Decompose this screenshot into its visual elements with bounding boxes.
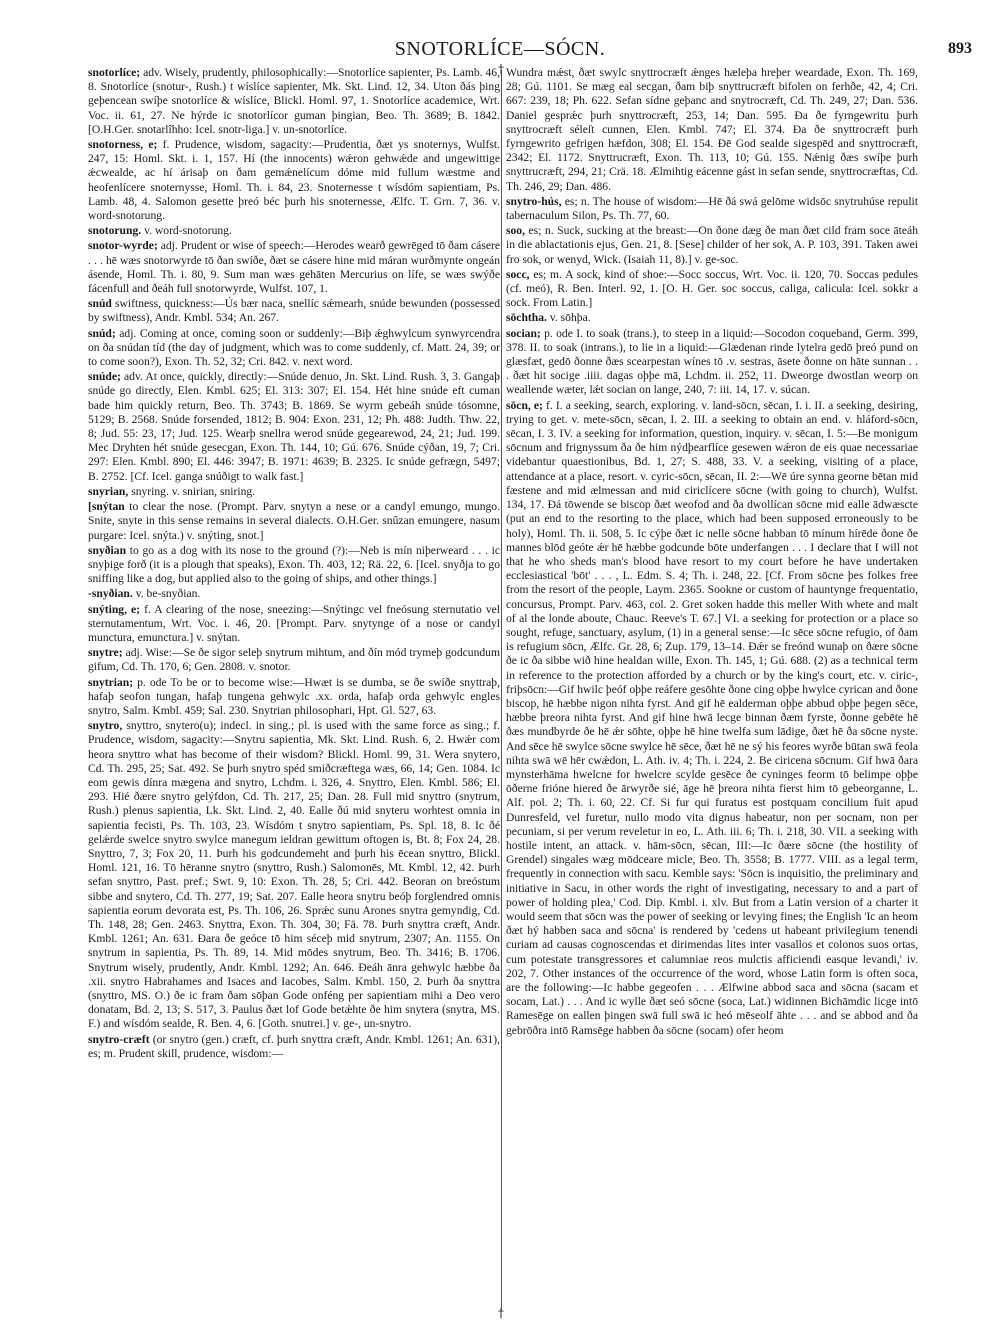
entry-headword: -snyðian. — [88, 587, 133, 601]
entry-headword: [snýtan — [88, 500, 125, 514]
entry-definition: v. be-snyðian. — [135, 587, 201, 601]
dictionary-entry — [88, 485, 500, 499]
right-column — [506, 66, 918, 1316]
entry-definition: adv. Wisely, prudently, philosophically:—Snotorlíce sapienter, Ps. Lamb. 46, 8. Snotorlíce (snotur-, Rush.) t wíslíce sapienter, Mk. Skt. Lind. 12, 34. Uton ðás þing geþencean swíþe snotorlíce & wíslíce, Blickl. Homl. 97, 1. Snotorlíce academice, Wrt. Voc. ii. 61, 27. Ne hýrde ic snotorlícor guman þingian, Beo. Th. 3689; B. 1842. [O.H.Ger. snotarlîhho: Icel. snotr-liga.] v. un-snotorlíce. — [88, 66, 500, 136]
entry-headword: snotorlíce; — [88, 66, 141, 79]
dictionary-entry — [506, 268, 918, 311]
entry-headword: snýting, e; — [88, 602, 141, 616]
entry-headword: sōcn, e; — [506, 398, 543, 412]
dictionary-entry — [88, 676, 500, 719]
entry-headword: snotor-wyrde; — [88, 239, 158, 253]
dictionary-entry — [88, 646, 500, 674]
dictionary-entry — [506, 66, 918, 194]
entry-definition: es; n. Suck, sucking at the breast:—On ðone dæg ðe man ðæt cild fram soce āteáh in die ablactationis ejus, Gen. 21, 8. [Sese] childer of her sok, A. P. 103, 391. Taken awei fro sok, or wenyd, Wick. (Isaiah 11, 8).] v. ge-soc. — [506, 224, 918, 266]
dictionary-entry — [88, 603, 500, 646]
entry-definition: Wundra mǽst, ðæt swylc snyttrocræft ǽnges hæleþa hreþer weardade, Exon. Th. 169, 28; Gú. 1101. Se mæg eal secgan, ðam biþ snyttrucræft bifolen on ferhðe, 42, 4; Cri. 667: 239, 18; Ph. 622. Sefan sídne geþanc and snytrocræft, Cd. Th. 249, 27; Dan. 536. Daniel gesprǽc þurh snyttrocræft, 253, 14; Dan. 595. Ða ðe fyrngewritu þurh snyttrocræft séleſt cunnen, Elen. Kmbl. 747; El. 374. Ða ðe snyttrocræft þurh fyrngewrito gefrigen hæfdon, 308; El. 154. Ðē God sealde sigespēd and snyttrocræft, 2342; El. 1172. Snyttrucræft, Exon. Th. 113, 10; Gú. 155. Nǽnig ðæs swíþe þurh snyttrucræft, 294, 21; Crä. 18. Ælmihtig eácenne gást in sefan sende, snyttrocræftas, Cd. Th. 246, 29; Dan. 486. — [506, 66, 918, 193]
entry-headword: snúd — [88, 297, 112, 311]
entry-headword: snytro-cræft — [88, 1032, 150, 1046]
entry-definition: v. word-snotorung. — [144, 224, 232, 238]
entry-definition: snyttro, snytero(u); indecl. in sing.; pl. is used with the same force as sing.; f. Prudence, wisdom, sagacity:—Snytru sapientia, Mk. Skt. Lind. Rush. 6, 2. Hwǽr com heora snyttro what has become of their wisdom? Blickl. Homl. 99, 31. Wera snytero, Cd. Th. 295, 25; Sat. 492. Se þurh snytro spéd smiðcræftega wæs, 66, 14; Gen. 1084. Ic eom gewis dínra mægena and snytro, Lchdm. i. 326, 4. Snyttro, Elen. Kmbl. 586; El. 293. Hié ðære snytro gelýfdon, Cd. Th. 217, 25; Dan. 28. Full mid snyttro (snytrum, Rush.) plenus sapientia, Lk. Skt. Lind. 2, 40. Ealle ðú mid snyteru worhtest omnia in sapientia fecisti, Ps. Th. 103, 23. Wísdóm t snytro sapientiam, Ps. Spl. 18, 8. Ic ðé gelǽrde swelce snytro swylce manegum ieldran gewittum oftogen is, Bt. 8; Fox 24, 28. Snyttro, 7, 3; Fox 20, 11. Þurh his godcundemeht and þurh his ēcean snyttro, Blickl. Homl. 121, 16. Tō hēranne snytro (snyttro, Rush.) Salomonēs, Mt. Kmbl. 12, 42. Þurh sefan snyttro, Past. pref.; Swt. 9, 10: Exon. Th. 28, 5; Cri. 442. Beoran on breóstum sibbe and snytero, Cd. Th. 277, 19; Sat. 207. Ealle heora snytru beóþ forglendred omnis sapientia eorum devorata est, Ps. Th. 106, 26. Sprǽc sunu Arones snytra gemyndig, Cd. Th. 148, 28; Gen. 2463. Snyttra, Exon. Th. 304, 30; Fä. 78. Þurh snyttra cræft, Andr. Kmbl. 1261; An. 631. Ðara ðe geóce tō him séceþ mid snytrum, 2307; An. 1155. On snytrum in sapientia, Ps. Th. 89, 14. Mid mōdes snytrum, Beo. Th. 3416; B. 1706. Snytrum wisely, prudently, Andr. Kmbl. 1292; An. 646. Ðeáh ānra gehwylc hæbbe ða .xii. snytro Habrahames and Isaces and Iacobes, Salm. Kmbl. 150, 2. Þurh ða snyttra (snyttro, MS. O.) ðe ic fram ðam sōþan Gode onféng per sapientiam mihi a Deo vero donatam, Bd. 2, 13; S. 517, 3. Paulus ðæt lof Gode betǽhte ðe him snytera (snytra, MS. F.) and wísdóm sealde, R. Ben. 4, 6. [Goth. snutrei.] v. ge-, un-snytro. — [88, 719, 500, 1031]
dictionary-entry — [506, 224, 918, 267]
entry-definition: adj. Prudent or wise of speech:—Herodes wearð gewrēged tō ðam cásere . . . hē wæs snotorwyrde tō ðan swíðe, ðæt se cásere hine mid máran wurðmynte ongeán ásende, Homl. Th. i. 80, 9. Sum man wæs gehāten Mercurius on lífe, se wæs swýðe fácenfull and ðeáh full snotorwyrde, Wulfst. 107, 1. — [88, 239, 500, 296]
entry-definition: adv. At once, quickly, directly:—Snúde denuo, Jn. Skt. Lind. Rush. 3, 3. Gangaþ snúde go directly, Elen. Kmbl. 625; El. 313: 307; El. 154. Hét hine snúde eft cuman bade him quickly return, Beo. Th. 3743; B. 1869. Se wyrm gebeáh snúde tósomne, 5129; B. 2568. Snúde forsended, 1812; B. 904: Exon. 231, 12; Ph. 488: Judth. Thw. 22, 8; Jud. 55: 23, 17; Jud. 125. Wearþ snellra werod snúde gegearewod, 24, 21; Jud. 199. Mec Dryhten hét snúde gesecgan, Exon. Th. 144, 10; Gú. 676. Snúde cýðan, 19, 7; Cri. 297: Elen. Kmbl. 890; El. 446: 3947; B. 1971: 4639; B. 2325. Ic snúde gefrægn, 5497; B. 2752. [Cf. Icel. ganga snúðigt to walk fast.] — [88, 370, 500, 483]
dictionary-entry — [88, 297, 500, 325]
entry-headword: snytro-hús, — [506, 194, 562, 208]
dictionary-entry — [88, 138, 500, 223]
entry-headword: socc, — [506, 267, 530, 281]
page-number: 893 — [948, 40, 972, 57]
entry-headword: snyðian — [88, 543, 127, 557]
entry-headword: socian; — [506, 326, 541, 340]
dictionary-entry — [506, 399, 918, 1038]
entry-definition: f. A clearing of the nose, sneezing:—Snýtingc vel fneósung sternutatio vel sternutamentum, Wrt. Voc. i. 46, 20. [Prompt. Parv. snytynge of a nose or candyl munctura, emunctura.] v. snýtan. — [88, 602, 500, 644]
left-column — [88, 66, 500, 1316]
entry-definition: to clear the nose. (Prompt. Parv. snytyn a nese or a candyl emungo, mungo. Snite, snyte in this sense remains in several dialects. O.H.Ger. snûzan emungere, nasum purgare: Icel. snýta.) v. snýting, snot.] — [88, 500, 500, 542]
dictionary-entry — [88, 500, 500, 543]
dictionary-entry — [88, 544, 500, 587]
dictionary-entry — [88, 224, 500, 238]
entry-definition: es; n. The house of wisdom:—Hē ðá swá gelōme widsōc snytruhúse repulit tabernaculum Silon, Ps. Th. 77, 60. — [506, 194, 918, 223]
entry-headword: snytro, — [88, 719, 123, 733]
entry-definition: to go as a dog with its nose to the ground (?):—Neb is mín niþerweard . . . ic snyþige forð (it is a plough that speaks), Exon. Th. 403, 12; Rä. 22, 6. [Icel. snyðja to go sniffing like a dog, but applied also to the going of ships, and other things.] — [88, 543, 500, 586]
entry-headword: snotorung. — [88, 224, 142, 238]
dictionary-entry — [88, 239, 500, 296]
column-ornament-bottom: † — [498, 1306, 504, 1320]
entry-headword: soo, — [506, 224, 526, 238]
entry-headword: snyrian, — [88, 484, 129, 498]
dictionary-entry — [88, 719, 500, 1031]
dictionary-entry — [88, 370, 500, 484]
entry-headword: snytrian; — [88, 675, 134, 689]
entry-headword: sōchtha. — [506, 311, 547, 325]
dictionary-entry — [506, 327, 918, 398]
entry-definition: v. sōhþa. — [549, 311, 591, 325]
entry-definition: p. ode To be or to become wise:—Hwæt is se dumba, se ðe swíðe snyttraþ, hafaþ seofon tungan, hafaþ tungena gehwylc .xx. orda, hafaþ orda gehwylc engles snytro, Salm. Kmbl. 459; Sal. 230. Snytrian philosophari, Hpt. Gl. 527, 63. — [88, 675, 500, 717]
page-running-head: SNOTORLÍCE—SÓCN. — [394, 38, 606, 60]
entry-definition: p. ode I. to soak (trans.), to steep in a liquid:—Socodon coqueband, Germ. 399, 378. II. to soak (intrans.), to lie in a liquid:—Glædenan rinde lytelra gedō þreó pund on glæsfæt, gedō ðonne ðæs scearpestan wínes tō .v. sestras, āsete ðonne on hāte sunnan . . . ðæt hit socige .iiii. dagas oþþe mā, Lchdm. ii. 252, 11. Dweorge dwostlan weorp on weallende wæter, lǽt socian on lange, 240, 7: iii. 14, 17. v. súcan. — [506, 326, 918, 397]
entry-headword: snytre; — [88, 646, 123, 660]
entry-definition: adj. Wise:—Se ðe sigor seleþ snytrum mihtum, and ðín mód trymeþ godcundum gifum, Cd. Th. 170, 6; Gen. 2808. v. snotor. — [88, 646, 500, 674]
entry-definition: swiftness, quickness:—Ús bær naca, snellíc sǽmearh, snúde bewunden (possessed by swiftness), Andr. Kmbl. 534; An. 267. — [88, 297, 500, 325]
entry-definition: adj. Coming at once, coming soon or suddenly:—Biþ ǽghwylcum synwyrcendra on ða snúdan tíd (the day of judgment, which was to come suddenly, cf. Matt. 24, 39; or to come soon?), Exon. Th. 52, 32; Cri. 842. v. next word. — [88, 326, 500, 369]
entry-definition: (or snytro (gen.) cræft, cf. þurh snyttra cræft, Andr. Kmbl. 1261; An. 631), es; m. Prudent skill, prudence, wisdom:— — [88, 1032, 500, 1060]
entry-headword: snúde; — [88, 370, 121, 384]
dictionary-entry — [506, 195, 918, 223]
dictionary-entry — [506, 311, 918, 325]
column-ornament-top: † — [498, 62, 504, 76]
dictionary-entry — [88, 1033, 500, 1061]
entry-headword: snotorness, e; — [88, 138, 158, 152]
entry-definition: f. Prudence, wisdom, sagacity:—Prudentia, ðæt ys snoternys, Wulfst. 247, 15: Homl. Skt. i. 1, 157. Hí (the innocents) wǽron gehwǽde and ungewittige ǽcwealde, ac hí árisaþ on ðam gemǽnelícum dóme mid fullum wæstme and heofenlícere snoternysse, Homl. Th. i. 84, 23. Snoternesse t wísdóm sapientiam, Ps. Lamb. 48, 4. Salomon gesette þreó béc þurh his snoternesse, Ælfc. T. Grn. 7, 36. v. word-snotorung. — [88, 138, 500, 223]
dictionary-entry — [88, 587, 500, 601]
entry-definition: es; m. A sock, kind of shoe:—Socc soccus, Wrt. Voc. ii. 120, 70. Soccas pedules (cf. meó), R. Ben. Interl. 92, 1. [O. H. Ger. soc soccus, caliga, calicula: Icel. sokkr a sock. From Latin.] — [506, 267, 918, 310]
entry-definition: f. I. a seeking, search, exploring. v. land-sōcn, sēcan, I. i. II. a seeking, desiring, trying to get. v. mete-sōcn, sēcan, I. 2. III. a seeking to obtain an end. v. hláford-sōcn, sēcan, I. 3. IV. a seeking for information, question, inquiry. v. sēcan, I. 5:—Be monigum sōcnum and frignyssum ða ðe him nýdþearflíce gesewen wǽron de eis quae necessariae videbantur quaestionibus, Bd. 1, 27; S. 488, 33. V. a seeking, visiting of a place, attendance at a place, resort. v. cyric-sōcn, sēcan, II. 2:—Wē úre synna georne bētan mid fæstene and mid ælmessan and mid ciriclícere sōcne (with going to church), Wulfst. 134, 17. Ðá tōwende se biscop ðæt weofod and ða dwollícan sōcne mid ealle ādwæscte (put an end to the resorting to the place, which had been supposed erroneously to be holy), Homl. Th. ii. 508, 5. Ic cýþe ðæt ic nelle sōcne habban tō mínum hírēde ðone ðe mannes blōd geóte ǽr hē hæbbe godcunde bōte underfangen . . . I declare that I will not that he who sheds man's blood have resort to my court before he have undertaken ecclesiastical 'bōt' . . . , L. Edm. S. 4; Th. i. 248, 22. [Cf. From sōcne þes folkes free from the resort of the people, Laym. 2365. Sookne or custom of hauntynge frequentatio, concursus, Prompt. Parv. 463, col. 2. Gret soken hadde this meller With whete and malt of al the londe aboute, Chauc. Reeve's T. 67.] VI. a seeking for protection or a place so sought, refuge, sanctuary, asylum, (1) in a general sense:—Ic sēce sōcne refugio, of ðam is refugium sōcn, Ælfc. Gr. 28, 6; Zup. 179, 13–14. Ðǽr se freónd wunaþ on ðære sōcne ðe ic ða sibbe wið hine healdan wille, Exon. Th. 145, 1; Gú. 688. (2) as a technical term in reference to the protection afforded by a church or by the king's court, etc. v. ciric-, friþsōcn:—Gif hwilc þeóf oþþe reáfere gesōhte ðone cing oþþe hwylce cyrican and ðone biscop, hē hæbbe nigon nihta fyrst. And gif hē ealderman oþþe abbud oþþe þegen sēce, hæbbe þreora nihta fyrst. And gif hine hwā lecge binnan ðæm fyrste, ðonne gebēte hē ðæs mundbyrde ðe hē ǽr sōhte, oþþe hē hine twelfa sum lādige, ðæt hē ða sōcne nyste. And sēce hē swylce sōcne swylce hē sēce, ðæt hē ne sý his feores wyrðe būtan swā feola nihta swā wē hēr cwǽdon, L. Ath. iv. 4; Th. i. 224, 2. Be ciricena sōcnum. Gif hwā ðara mynsterhāma hwelcne for hwelcre scylde gesēce ðe cyninges feorm tō belimpe oþþe ōðerne frióne hiered ðe ārwyrðe sié, āge hē þreora nihta fierst him tō gebeorganne, L. Alf. pol. 2; Th. i. 60, 22. Cf. Si fur qui furatus est postquam concilium fuit apud Dunresfeld, vel furetur, nullo modo vita dignus habeatur, non per socnam, non per pecuniam, si per verum reveletur in eo, L. Ath. iii. 6; Th. i. 218, 30. VII. a seeking with hostile intent, an attack. v. hām-sōcn, sēcan, III:—Ic ðære sōcne (the hostility of Grendel) singales wæg mōdceare micle, Beo. Th. 3558; B. 1777. VIII. as a legal term, frequently in connection with sacu. Kemble says: 'Sōcn is inquisitio, the preliminary and initiative in Sacu, in other words the right of investigating, necessary to and a part of power of holding plea,' Cod. Dip. Kmbl. i. xlv. But from a Latin version of a charter it would seem that sōcn was the power of seeking or levying fines; the English 'Ic an heom ðæt hý habben saca and sōcna' is rendered by 'cedens ut habeant privilegium tenendi curiam ad causas cognoscendas et dirimendas lites inter vasallos et colonos suos ortas, cum potestate transgressores et calumniae reos mulctis afficiendi easque levandi,' iv. 202, 7. Other instances of the occurrence of the word, whose Latin form is often soca, are the following:—Ic habbe gegeofen . . . Ælfwine abbod saca and sōcna (sacam et socam, Lat.) . . . And ic wylle ðæt seó sōcne (soca, Lat.) widinnen Bichāmdic licge intō Ramesēge on eallen þingen swā full swā ic heó mēseolf āhte . . . and se abbod and ða gebrōðra intō Ramsēge habben ða sōcne (socam) ofer heom — [506, 398, 918, 1037]
dictionary-entry — [88, 327, 500, 370]
entry-definition: snyring. v. snirian, sniring. — [131, 484, 256, 498]
entry-headword: snúd; — [88, 326, 116, 340]
dictionary-entry — [88, 66, 500, 137]
column-divider — [501, 70, 502, 1310]
